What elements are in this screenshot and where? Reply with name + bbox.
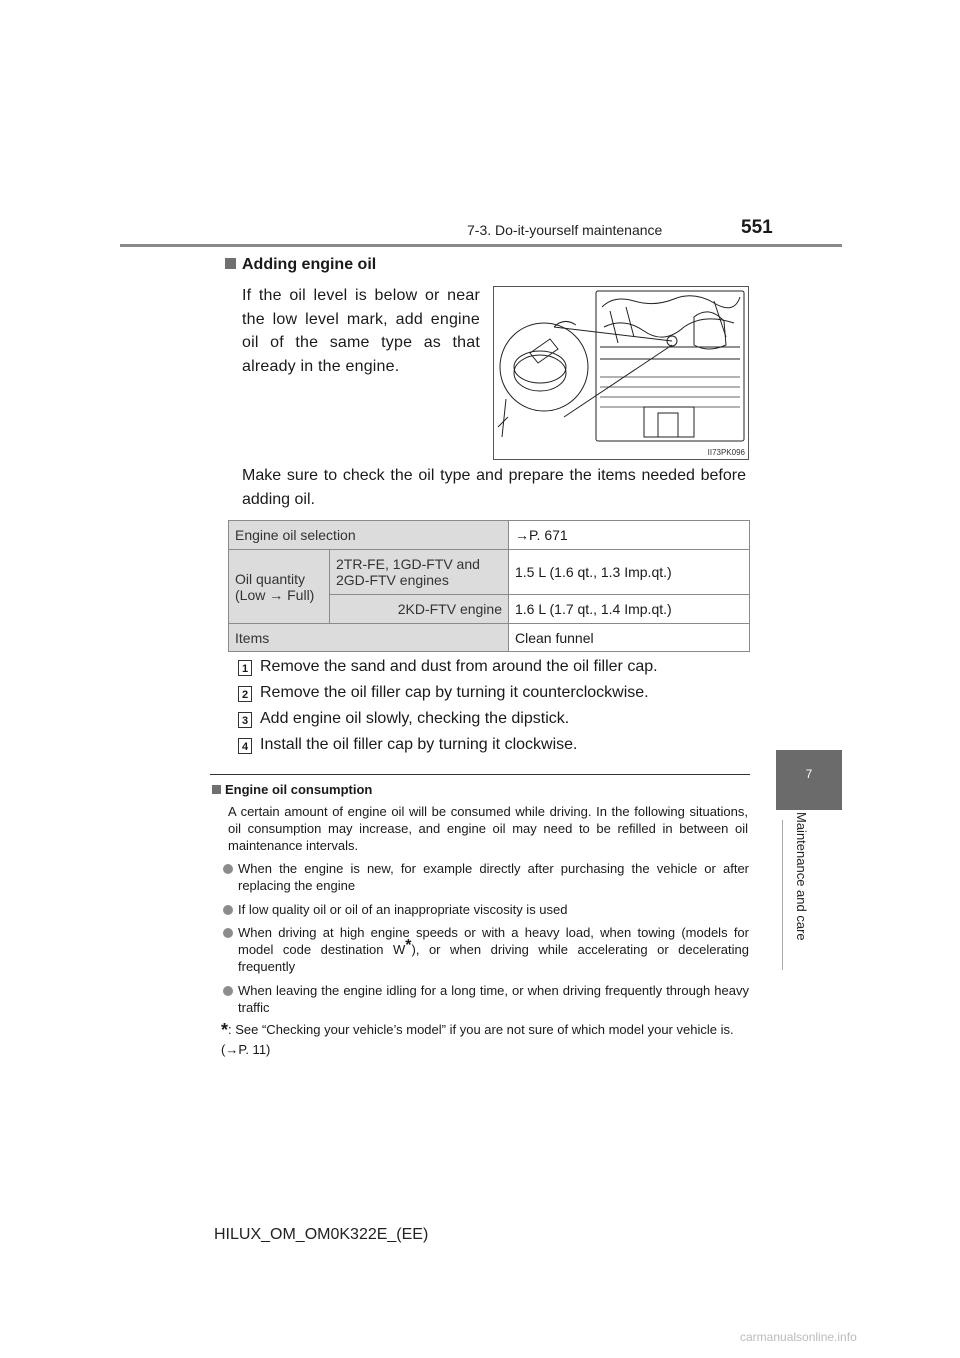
table-cell: 2KD-FTV engine bbox=[330, 595, 509, 624]
document-id: HILUX_OM_OM0K322E_(EE) bbox=[214, 1226, 429, 1243]
table-cell: 1.5 L (1.6 qt., 1.3 Imp.qt.) bbox=[509, 550, 750, 595]
step-number: 2 bbox=[238, 686, 252, 702]
list-item bbox=[238, 736, 758, 762]
table-row bbox=[229, 624, 750, 652]
oil-spec-table bbox=[228, 520, 750, 652]
hose-line bbox=[604, 319, 734, 337]
filler-cap-body bbox=[514, 355, 566, 391]
hose-line bbox=[602, 296, 740, 308]
table-cell bbox=[330, 550, 509, 595]
list-item bbox=[223, 860, 749, 894]
footnote-asterisk: * bbox=[221, 1020, 229, 1040]
bullet-text: If low quality oil or oil of an inappropriate viscosity is used bbox=[238, 902, 568, 917]
chapter-number: 7 bbox=[805, 767, 813, 781]
note-divider bbox=[210, 774, 750, 775]
step-text: Install the oil filler cap by turning it clockwise. bbox=[260, 736, 578, 753]
chapter-title: Maintenance and care bbox=[794, 812, 809, 941]
footnote-text: : See “Checking your vehicle’s model” if you are not sure of which model your vehicle is. (→P. 11) bbox=[221, 1022, 734, 1057]
list-item bbox=[238, 710, 758, 736]
table-cell bbox=[229, 550, 330, 624]
step-text: Add engine oil slowly, checking the dipstick. bbox=[260, 710, 570, 727]
engine-bay-drawing bbox=[494, 287, 748, 459]
zoom-circle bbox=[500, 323, 588, 411]
table-row bbox=[229, 521, 750, 550]
oil-quantity-range: (Low → Full) bbox=[235, 586, 315, 603]
list-item bbox=[223, 901, 749, 918]
callout-line bbox=[564, 345, 672, 417]
table-cell: Items bbox=[229, 624, 509, 652]
running-header-section: 7-3. Do-it-yourself maintenance bbox=[467, 222, 663, 238]
engine-bay-frame bbox=[596, 291, 744, 441]
square-bullet-icon bbox=[225, 258, 236, 269]
bullet-text: When leaving the engine idling for a long time, or when driving frequently through heavy traffic bbox=[238, 983, 749, 1015]
step-text: Remove the sand and dust from around the oil filler cap. bbox=[260, 658, 658, 675]
section-heading bbox=[225, 256, 376, 274]
callout-line bbox=[554, 327, 672, 341]
oil-filler-cap-illustration bbox=[493, 286, 749, 460]
filler-cap-top bbox=[514, 351, 566, 383]
note-paragraph: A certain amount of engine oil will be consumed while driving. In the following situations, oil consumption may increase, and engine oil may need to be refilled in between oil maintenance intervals. bbox=[228, 804, 748, 853]
bullet-dot-icon bbox=[223, 928, 233, 938]
chapter-tab bbox=[776, 750, 842, 810]
watermark: carmanualsonline.info bbox=[740, 1330, 857, 1344]
oil-quantity-label: Oil quantity bbox=[235, 570, 306, 587]
bullet-dot-icon bbox=[223, 905, 233, 915]
step-text: Remove the oil filler cap by turning it counterclockwise. bbox=[260, 684, 649, 701]
table-cell: 1.6 L (1.7 qt., 1.4 Imp.qt.) bbox=[509, 595, 750, 624]
square-bullet-icon bbox=[212, 785, 221, 794]
list-item bbox=[238, 684, 758, 710]
page-number: 551 bbox=[741, 217, 773, 238]
side-divider bbox=[782, 820, 783, 970]
engine-a-line1: 2TR-FE, 1GD-FTV and bbox=[336, 556, 480, 572]
bumper-block bbox=[644, 407, 694, 437]
figure-code: II73PK096 bbox=[707, 448, 745, 457]
table-cell: Engine oil selection bbox=[229, 521, 509, 550]
bullet-dot-icon bbox=[223, 864, 233, 874]
section-title: Adding engine oil bbox=[242, 256, 377, 273]
bullet-text bbox=[238, 924, 749, 975]
step-number: 3 bbox=[238, 712, 252, 728]
latch bbox=[658, 413, 678, 437]
table-cell: →P. 671 bbox=[509, 521, 750, 550]
check-paragraph: Make sure to check the oil type and prepare the items needed before adding oil. bbox=[242, 467, 746, 508]
intro-paragraph: If the oil level is below or near the low level mark, add engine oil of the same type as that already in the engine. bbox=[242, 287, 480, 375]
list-item bbox=[238, 658, 758, 684]
hose-detail bbox=[554, 321, 576, 327]
radiator-grille bbox=[600, 377, 740, 407]
reservoir bbox=[694, 312, 726, 349]
bullet-text-part: When driving at high engine speeds or with a heavy load, when towing (models for model code destination W bbox=[238, 925, 749, 957]
table-row bbox=[229, 550, 750, 595]
bullet-text: When the engine is new, for example directly after purchasing the vehicle or after replacing the engine bbox=[238, 861, 749, 893]
dipstick-line bbox=[498, 399, 508, 437]
step-number: 4 bbox=[238, 738, 252, 754]
footnote bbox=[221, 1020, 749, 1060]
table-cell: Clean funnel bbox=[509, 624, 750, 652]
bullet-dot-icon bbox=[223, 986, 233, 996]
engine-a-line2: 2GD-FTV engines bbox=[336, 572, 449, 588]
bullet-text-part: ), or when driving while accelerating or decelerating frequently bbox=[238, 942, 749, 974]
list-item bbox=[223, 982, 749, 1016]
list-item bbox=[223, 924, 749, 975]
note-title: Engine oil consumption bbox=[225, 782, 373, 797]
header-divider bbox=[120, 244, 842, 247]
asterisk-mark: * bbox=[405, 937, 412, 954]
step-number: 1 bbox=[238, 660, 252, 676]
note-heading bbox=[212, 782, 372, 797]
